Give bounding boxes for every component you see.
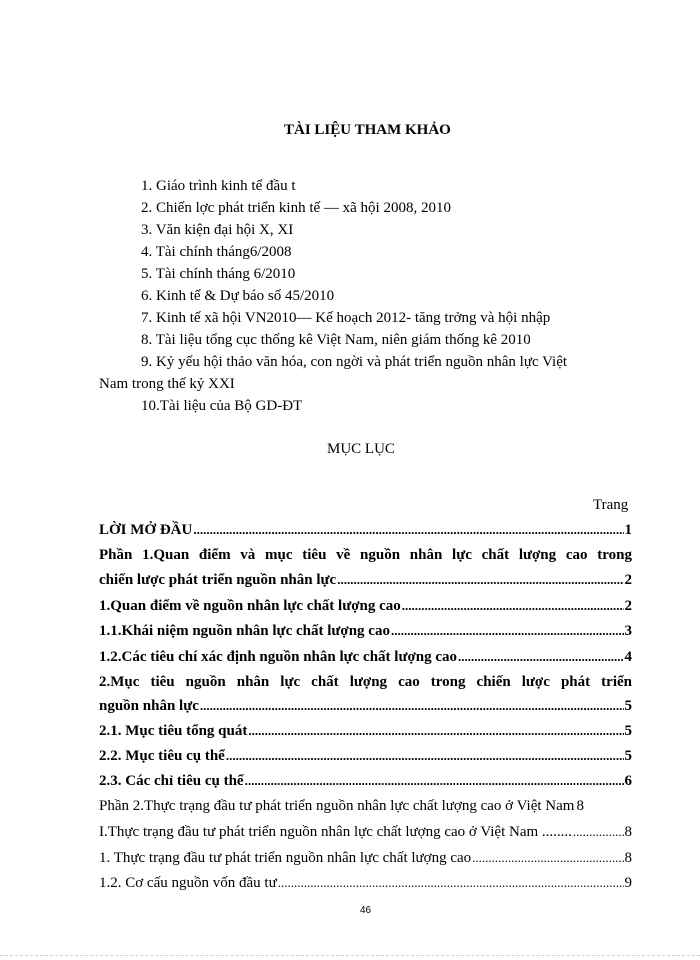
toc-entry[interactable] [99,598,632,615]
reference-item-continuation: Nam trong thế kỷ XXI [99,376,235,392]
toc-entry[interactable] [99,623,632,640]
footer-page-number: 46 [360,905,372,916]
toc-leader-dots [391,623,624,639]
references-title: TÀI LIỆU THAM KHẢO [284,122,451,138]
toc-entry[interactable] [99,875,632,892]
toc-entry[interactable] [99,798,632,815]
toc-leader-dots [278,875,624,891]
toc-entry-page: 9 [624,875,632,891]
toc-entry-page: 2 [624,598,632,614]
reference-item: 6. Kinh tế & Dự báo số 45/2010 [141,288,335,304]
toc-entry[interactable] [99,748,632,765]
toc-entry-page: 8 [576,798,584,814]
toc-entry-label: 1. Thực trạng đầu tư phát triển nguồn nhân lực chất lượng cao [99,850,472,866]
toc-entry-label: 2.1. Mục tiêu tổng quát [99,723,248,739]
toc-title: MỤC LỤC [327,441,395,457]
toc-entry-label: I.Thực trạng đầu tư phát triển nguồn nhân lực chất lượng cao ở Việt Nam ........ [99,824,572,840]
toc-entry-page: 5 [624,723,632,739]
toc-entry-label: 2.2. Mục tiêu cụ thể [99,748,225,764]
reference-item: 3. Văn kiện đại hội X, XI [141,222,294,238]
toc-leader-dots [573,824,624,840]
toc-leader-dots [402,598,624,614]
toc-leader-dots [200,698,624,714]
toc-entry-label: nguồn nhân lực [99,698,199,714]
reference-item: 5. Tài chính tháng 6/2010 [141,266,296,282]
toc-entry-label: chiến lược phát triển nguồn nhân lực [99,572,337,588]
toc-entry-label-line1: 2.Mục tiêu nguồn nhân lực chất lượng cao trong chiến lược phát triển [99,674,632,690]
reference-item: 2. Chiến lợc phát triển kinh tế — xã hội 2008, 2010 [141,200,451,216]
toc-entry-page: 5 [624,748,632,764]
reference-item: 9. Kỷ yếu hội thảo văn hóa, con ngời và phát triển nguồn nhân lực Việt [141,354,568,370]
reference-item: 1. Giáo trình kinh tế đầu t [141,178,296,194]
toc-entry-page: 8 [624,824,632,840]
toc-entry[interactable] [99,572,632,589]
toc-leader-dots [337,572,623,588]
toc-entry[interactable] [99,850,632,867]
toc-entry[interactable] [99,649,632,666]
toc-entry[interactable] [99,522,632,539]
reference-item: 4. Tài chính tháng6/2008 [141,244,292,260]
toc-page-header: Trang [593,497,629,513]
page-bottom-divider [0,955,700,956]
toc-entry[interactable] [99,723,632,740]
toc-leader-dots [248,723,623,739]
toc-entry-page: 4 [624,649,632,665]
toc-entry-label: Phần 2.Thực trạng đầu tư phát triển nguồn nhân lực chất lượng cao ở Việt Nam [99,798,575,814]
toc-entry-page: 3 [624,623,632,639]
reference-item: 10.Tài liệu của Bộ GD-ĐT [141,398,303,414]
toc-entry-label: 1.2.Các tiêu chí xác định nguồn nhân lực chất lượng cao [99,649,458,665]
toc-entry-label: 1.2. Cơ cấu nguồn vốn đầu tư [99,875,277,891]
reference-item: 8. Tài liệu tổng cục thống kê Việt Nam, niên giám thống kê 2010 [141,332,531,348]
toc-leader-dots [193,522,623,538]
toc-entry-page: 2 [624,572,632,588]
toc-entry-label: 1.Quan điểm về nguồn nhân lực chất lượng cao [99,598,401,614]
toc-entry-page: 8 [624,850,632,866]
toc-entry[interactable] [99,773,632,790]
toc-leader-dots [226,748,624,764]
toc-leader-dots [472,850,623,866]
toc-entry-label: LỜI MỞ ĐẦU [99,522,193,538]
toc-entry[interactable] [99,824,632,841]
toc-entry[interactable] [99,698,632,715]
reference-item: 7. Kinh tế xã hội VN2010— Kế hoạch 2012- tăng trởng và hội nhập [141,310,551,326]
toc-entry-page: 5 [624,698,632,714]
toc-entry-label: 2.3. Các chỉ tiêu cụ thể [99,773,244,789]
toc-leader-dots [245,773,624,789]
toc-leader-dots [458,649,623,665]
toc-entry-label: 1.1.Khái niệm nguồn nhân lực chất lượng cao [99,623,390,639]
toc-entry-page: 6 [624,773,632,789]
toc-entry-page: 1 [624,522,632,538]
toc-entry-label-line1: Phần 1.Quan điểm và mục tiêu về nguồn nhân lực chất lượng cao trong [99,547,632,563]
